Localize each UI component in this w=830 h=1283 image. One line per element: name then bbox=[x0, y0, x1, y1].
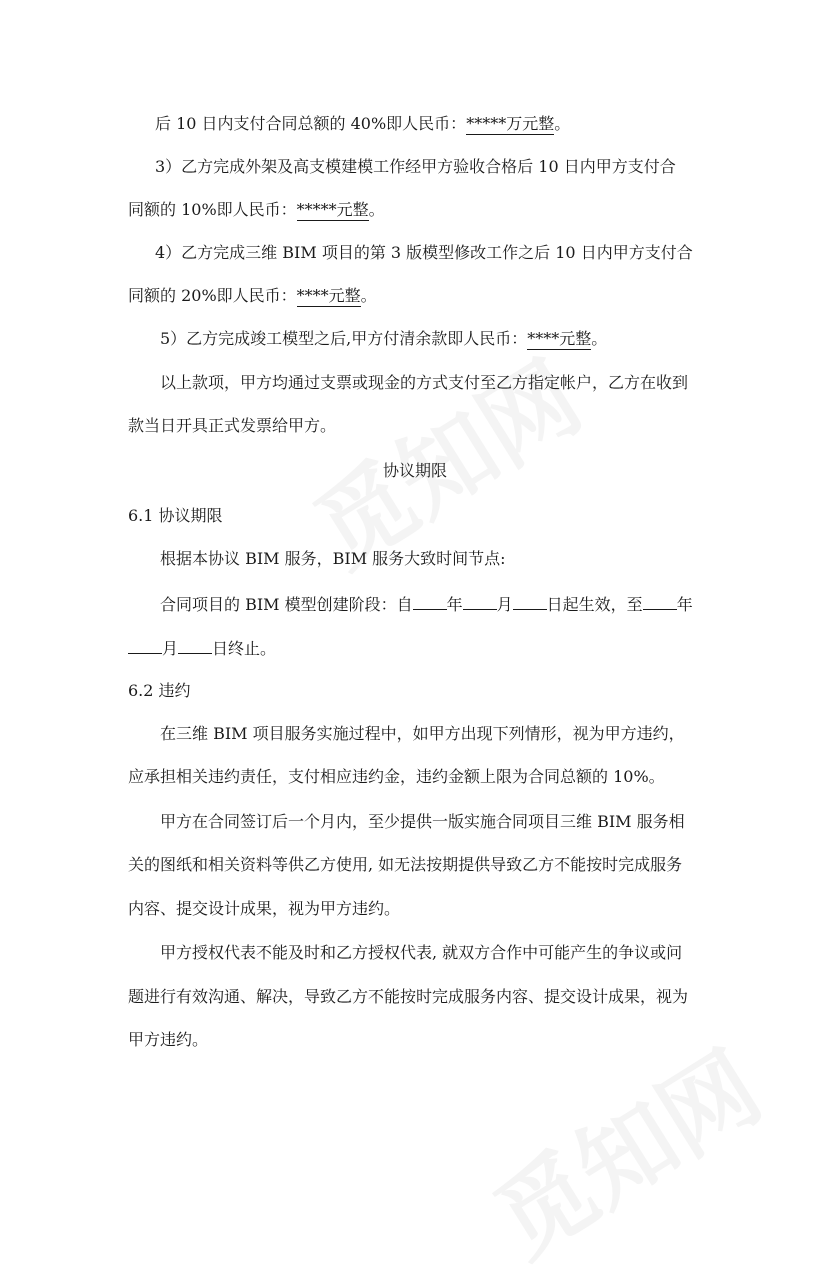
heading-6-1: 6.1 协议期限 bbox=[128, 506, 223, 525]
section-title: 协议期限 bbox=[382, 461, 447, 480]
year-blank bbox=[413, 593, 447, 610]
breach-para-1-cont: 应承担相关违约责任，支付相应违约金，违约金额上限为合同总额的 10%。 bbox=[128, 767, 665, 786]
payment-item-4: 4）乙方完成三维 BIM 项目的第 3 版模型修改工作之后 10 日内甲方支付合 bbox=[155, 243, 693, 262]
payment-item-5: 5）乙方完成竣工模型之后,甲方付清余款即人民币：****元整。 bbox=[160, 329, 608, 348]
day-blank bbox=[178, 637, 212, 654]
time-nodes-intro: 根据本协议 BIM 服务，BIM 服务大致时间节点: bbox=[160, 549, 506, 568]
breach-para-3-end: 甲方违约。 bbox=[128, 1030, 209, 1049]
breach-para-2-cont: 关的图纸和相关资料等供乙方使用, 如无法按期提供导致乙方不能按时完成服务 bbox=[128, 855, 683, 874]
payment-item-3: 3）乙方完成外架及高支模建模工作经甲方验收合格后 10 日内甲方支付合 bbox=[155, 157, 676, 176]
payment-note: 以上款项，甲方均通过支票或现金的方式支付至乙方指定帐户，乙方在收到 bbox=[160, 373, 689, 392]
amount-blank: ****元整 bbox=[527, 329, 592, 348]
year-blank bbox=[643, 593, 677, 610]
heading-6-2: 6.2 违约 bbox=[128, 681, 191, 700]
breach-para-1: 在三维 BIM 项目服务实施过程中，如甲方出现下列情形，视为甲方违约， bbox=[160, 724, 685, 743]
payment-item-3-cont: 同额的 10%即人民币：*****元整。 bbox=[128, 200, 385, 219]
amount-blank: ****元整 bbox=[296, 286, 361, 305]
amount-blank: *****万元整 bbox=[466, 114, 555, 133]
payment-note-cont: 款当日开具正式发票给甲方。 bbox=[128, 416, 337, 435]
period-line-cont: 月 日终止。 bbox=[128, 637, 276, 659]
breach-para-2-end: 内容、提交设计成果，视为甲方违约。 bbox=[128, 899, 401, 918]
period-line: 合同项目的 BIM 模型创建阶段：自 年 月 日起生效，至 年 bbox=[160, 595, 693, 614]
breach-para-3-cont: 题进行有效沟通、解决，导致乙方不能按时完成服务内容、提交设计成果，视为 bbox=[128, 987, 689, 1006]
watermark-text-2 bbox=[466, 1014, 783, 1283]
payment-item-4-cont: 同额的 20%即人民币：****元整。 bbox=[128, 286, 377, 305]
breach-para-3: 甲方授权代表不能及时和乙方授权代表, 就双方合作中可能产生的争议或问 bbox=[160, 943, 683, 962]
breach-para-2: 甲方在合同签订后一个月内，至少提供一版实施合同项目三维 BIM 服务相 bbox=[160, 812, 685, 831]
month-blank bbox=[128, 637, 162, 654]
month-blank bbox=[463, 593, 497, 610]
amount-blank: *****元整 bbox=[296, 200, 369, 219]
day-blank bbox=[513, 593, 547, 610]
payment-line-1: 后 10 日内支付合同总额的 40%即人民币：*****万元整。 bbox=[155, 114, 571, 133]
